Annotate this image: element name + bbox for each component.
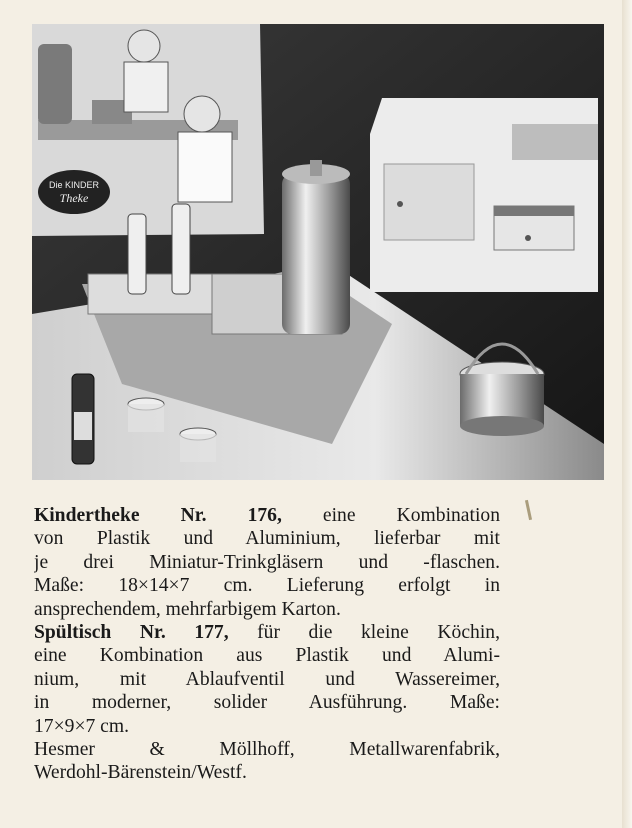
desc-p2-line2: eine Kombination aus Plastik und Alumi-	[34, 645, 500, 667]
page-edge	[622, 0, 632, 828]
product-photo	[32, 24, 604, 480]
manufacturer-line1: Hesmer & Möllhoff, Metallwarenfabrik,	[34, 739, 500, 761]
desc-p1-line4: Maße: 18×14×7 cm. Lieferung erfolgt in	[34, 575, 500, 597]
print-speck	[525, 500, 532, 520]
product-photo-image	[32, 24, 604, 480]
desc-p2-line1: Spültisch Nr. 177, für die kleine Köchin,	[34, 622, 500, 644]
desc-p1-line5: ansprechendem, mehrfarbigem Karton.	[34, 598, 341, 620]
svg-text:Theke: Theke	[59, 191, 89, 205]
product-description	[34, 504, 500, 785]
desc-p1-line3: je drei Miniatur-Trinkgläsern und -flaschen.	[34, 551, 500, 573]
kindertheke-heading: Kindertheke Nr. 176,	[34, 505, 282, 526]
desc-p2-line5: 17×9×7 cm.	[34, 715, 130, 737]
spueltisch-heading: Spültisch Nr. 177,	[34, 622, 229, 644]
manufacturer-line2: Werdohl-Bärenstein/Westf.	[34, 762, 247, 784]
svg-text:Die KINDER: Die KINDER	[48, 180, 100, 190]
desc-p1-line1: Kindertheke Nr. 176, eine Kombination	[34, 505, 500, 526]
desc-p2-line3: nium, mit Ablaufventil und Wassereimer,	[34, 668, 500, 690]
desc-p1-line2: von Plastik und Aluminium, lieferbar mit	[34, 528, 500, 550]
desc-p2-line4: in moderner, solider Ausführung. Maße:	[34, 692, 500, 714]
